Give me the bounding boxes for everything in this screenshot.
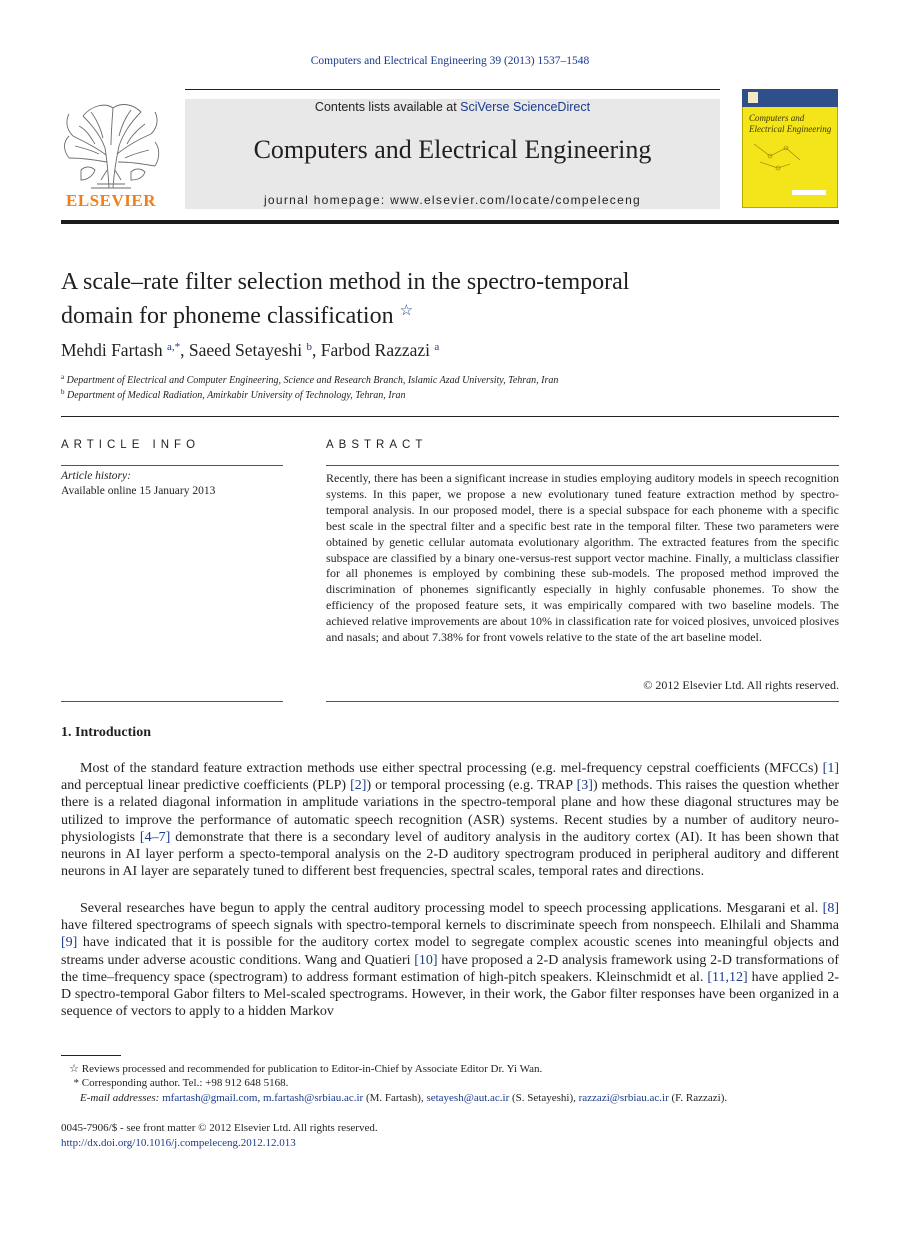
author-affiliation-sup[interactable]: a,* [166, 341, 181, 353]
introduction-paragraph-1 [61, 760, 839, 880]
citation-link[interactable]: [8] [822, 901, 839, 916]
author-name: Farbod Razzazi [320, 340, 431, 360]
cover-title: Computers and Electrical Engineering [749, 113, 832, 134]
footnote-corresponding-text: Corresponding author. Tel.: +98 912 648 5168. [81, 1077, 289, 1089]
introduction-paragraph-2 [61, 900, 839, 1020]
journal-citation[interactable]: Computers and Electrical Engineering 39 (2013) 1537–1548 [310, 55, 590, 67]
elsevier-wordmark: ELSEVIER [66, 191, 156, 210]
cover-publisher-icon [748, 92, 758, 103]
paragraph-text: have applied 2-D spectro-temporal Gabor filters to Mel-scaled spectrograms. However, in their work, the Gabor filter responses have been organized in a sequence of vectors to apply to a hidden Markov [61, 969, 839, 1020]
title-footnote-mark[interactable]: ☆ [399, 303, 414, 319]
header-thick-rule [61, 220, 839, 224]
abstract-heading: ABSTRACT [326, 439, 428, 451]
journal-title: Computers and Electrical Engineering [253, 135, 652, 164]
footnote-review [61, 1062, 542, 1075]
title-line-2-text: domain for phoneme classification [61, 303, 394, 329]
paragraph-text: have indicated that it is possible for the auditory cortex model to segregate complex acoustic scenes into meaningful objects and streams under adverse acoustic conditions. Wang and Quatieri [61, 935, 839, 968]
paragraph-text: ) methods. This raises the question whether there is a related diagonal information in amplitude variations in the spectro-temporal plane and how these diagonal structures may be utilized to improve the performance of automatic speech recognition (ASR) systems. Recent studies by a number of auditory neuro-physiologists [61, 778, 839, 845]
paragraph-text: Most of the standard feature extraction methods use either spectral processing (e.g. mel-frequency cepstral coefficients (MFCCs) [80, 761, 823, 776]
introduction-heading: 1. Introduction [61, 725, 151, 740]
footnote-star-mark: ☆ [69, 1063, 79, 1075]
paragraph-text: have proposed a 2-D analysis framework using 2-D transformations of the time–frequency space (spectrogram) to address formant estimation of high-pitch speakers. Kleinschmidt et al. [61, 952, 839, 985]
title-line-2 [61, 297, 761, 331]
email-sep: (S. Setayeshi), [509, 1092, 579, 1104]
author-affiliation-sup[interactable]: b [306, 341, 312, 353]
abstract-rule [326, 465, 839, 466]
cover-circuit-graphic-icon [750, 138, 830, 198]
email-link[interactable]: m.fartash@srbiau.ac.ir [262, 1092, 364, 1104]
affiliation-text: Department of Medical Radiation, Amirkabir University of Technology, Tehran, Iran [67, 390, 406, 401]
citation-link[interactable]: [1] [822, 761, 839, 776]
citation-link[interactable]: [4–7] [139, 829, 171, 845]
author-affiliation-sup[interactable]: a [434, 341, 440, 353]
article-info-heading: ARTICLE INFO [61, 439, 201, 451]
email-link[interactable]: razzazi@srbiau.ac.ir [578, 1092, 669, 1104]
email-link[interactable]: mfartash@gmail.com [162, 1092, 258, 1104]
article-info-bottom-rule [61, 701, 283, 702]
affiliation-b [61, 388, 406, 401]
email-sep: (F. Razzazi). [668, 1092, 728, 1104]
issn-line: 0045-7906/$ - see front matter © 2012 Elsevier Ltd. All rights reserved. [61, 1122, 378, 1134]
email-link[interactable]: setayesh@aut.ac.ir [426, 1092, 510, 1104]
paragraph-text: ) or temporal processing (e.g. TRAP [366, 778, 577, 794]
journal-homepage[interactable]: journal homepage: www.elsevier.com/locate/compeleceng [263, 193, 642, 207]
author-name: Mehdi Fartash [61, 340, 163, 360]
author-list: Mehdi Fartash $^{a,*}$, Saeed Setayeshi $^b$, Farbod Razzazi $^a$ [61, 340, 440, 360]
paragraph-text: have filtered spectrograms of speech signals with spectro-temporal kernels to discriminate speech from nonspeech. Elhilali and Shamma [61, 918, 839, 934]
citation-link[interactable]: [11,12] [707, 969, 748, 985]
contents-prefix: Contents lists available at [314, 100, 461, 114]
citation-link[interactable]: [2] [350, 778, 367, 794]
author-name: Saeed Setayeshi [188, 340, 303, 360]
contents-available-line [185, 100, 720, 114]
abstract-body: Recently, there has been a significant increase in studies employing auditory models in speech recognition systems. In this paper, we propose a new evolutionary tuned feature extraction method by spectro-temporal analysis. In our proposed model, there is a special subspace for each phoneme with a specific best scale in the spectral filter and a specific best rate in the temporal filter. These two parameters were obtained by genetic cellular automata evolutionary algorithm. The extracted features from the specific subspace are classified by a binary one-versus-rest support vector machine. Finally, a multiclass classifier for all phonemes is employed by combining these sub-models. The proposed method improved the discrimination of phonemes significantly especially in highly confusable phonemes. To show the efficiency of the proposed feature sets, it was empirically compared with two baseline models. The achieved relative improvements are about 10% in classification rate for voiced plosives, unvoiced plosives and nasals; and about 7.38% for front vowels relative to the state of the art baseline model. [326, 471, 839, 645]
citation-link[interactable]: [9] [61, 935, 78, 951]
email-sep: (M. Fartash), [363, 1092, 427, 1104]
article-info-rule [61, 465, 283, 466]
footnote-corresponding [61, 1077, 288, 1089]
paper-title [61, 268, 761, 331]
paragraph-text: and perceptual linear predictive coefficients (PLP) [61, 778, 351, 794]
abstract-copyright: © 2012 Elsevier Ltd. All rights reserved. [643, 678, 839, 692]
footnote-review-text: Reviews processed and recommended for publication to Editor-in-Chief by Associate Editor Dr. Yi Wan. [81, 1063, 543, 1075]
abstract-bottom-rule [326, 701, 839, 702]
article-history-label: Article history: [61, 470, 131, 482]
header-top-rule [185, 89, 720, 90]
affiliation-a [61, 373, 558, 386]
footnote-asterisk-mark: * [73, 1077, 79, 1089]
paragraph-text: Several researches have begun to apply the central auditory processing model to speech processing applications. Mesgarani et al. [80, 901, 823, 916]
article-history-value: Available online 15 January 2013 [61, 485, 216, 497]
footnote-rule [61, 1055, 121, 1056]
email-label: E-mail addresses: [80, 1092, 160, 1104]
citation-link[interactable]: [10] [414, 952, 438, 968]
affiliation-text: Department of Electrical and Computer Engineering, Science and Research Branch, Islamic Azad University, Tehran, Iran [66, 375, 559, 386]
affiliation-label: b [61, 388, 65, 396]
affiliations-rule [61, 416, 839, 417]
title-line-1: A scale–rate filter selection method in the spectro-temporal [61, 269, 630, 295]
email-sep: , [257, 1092, 263, 1104]
affiliation-label: a [61, 373, 65, 381]
citation-link[interactable]: [3] [576, 778, 593, 794]
paragraph-text: demonstrate that there is a secondary level of auditory analysis in the auditory cortex (AI). It has been shown that neurons in AI layer perform a specto-temporal analysis on the 2-D auditory spectrogram produced in peripheral auditory and different neurons in AI layer are separately tuned to different best frequencies, spectral scales, temporal rates and directions. [61, 829, 839, 880]
sciencedirect-link[interactable]: SciVerse ScienceDirect [460, 100, 591, 114]
doi-link[interactable]: http://dx.doi.org/10.1016/j.compeleceng.2012.12.013 [61, 1137, 296, 1149]
footnote-emails [61, 1092, 727, 1104]
